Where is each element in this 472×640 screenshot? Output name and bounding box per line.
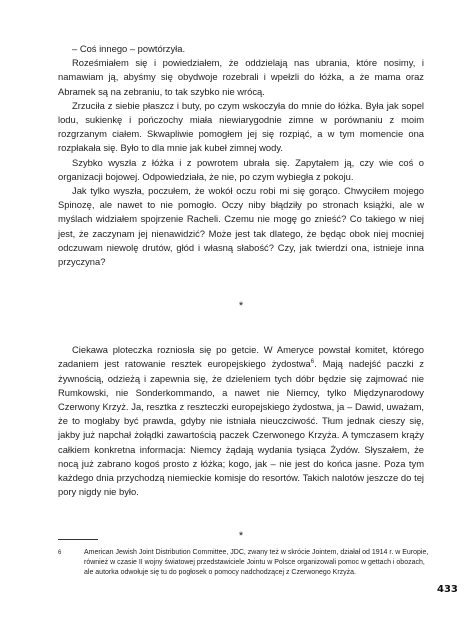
paragraph-6	[58, 343, 424, 499]
paragraph-6-text-a: Ciekawa ploteczka rozniosła się po getcie. W Ameryce powstał komitet, którego zadaniem jest ratowanie resztek europejskiego żydostwa	[58, 344, 424, 370]
footnote-mark: 6	[58, 550, 62, 556]
footnote	[58, 548, 430, 579]
paragraph-1: – Coś innego – powtórzyła.	[72, 43, 186, 54]
paragraph-3: Zrzuciła z siebie płaszcz i buty, po czym wskoczyła do mnie do łóżka. Była jak sopel lodu, sukienkę i pończochy miała niewiarygodnie zimne w porównaniu z moim rozgrzanym ciałem. Skwapliwie pomogłem jej się rozpiąć, a w tym momencie ona rozpłakała się. Było to dla mnie jak kubeł zimnej wody.	[58, 99, 424, 154]
page-number: 433	[437, 584, 458, 595]
main-text	[58, 42, 424, 573]
footnote-reference: 6	[310, 359, 315, 366]
paragraph-5: Jak tylko wyszła, poczułem, że wokół oczu robi mi się gorąco. Chwyciłem mojego Spinozę, ale nawet to nie pomogło. Oczy niby błądziły po stronach książki, ale w myślach widziałem spojrzenie Racheli. Czemu nie mogę go znieść? Co takiego w niej jest, że zaczynam jej nienawidzić? Może jest tak dlatego, że będąc obok niej mocniej odczuwam niewolę drutów, głód i własną słabość? Czy, jak twierdzi ona, istnieje inna przyczyna?	[58, 185, 424, 268]
section-separator-2: *	[238, 530, 244, 543]
paragraph-2: Roześmiałem się i powiedziałem, że oddzielają nas ubrania, które nosimy, i namawiam ją, abyśmy się obydwoje rozebrali i wpełzli do łóżka, a że mama oraz Abramek są na zebraniu, to tak szybko nie wrócą.	[58, 57, 424, 97]
section-separator-1: *	[238, 300, 244, 313]
paragraph-4: Szybko wyszła z łóżka i z powrotem ubrała się. Zapytałem ją, czy wie coś o organizacji bojowej. Odpowiedziała, że nie, po czym wybiegła z pokoju.	[58, 156, 424, 182]
footnote-text: American Jewish Joint Distribution Committee, JDC, zwany też w skrócie Jointem, działał od 1914 r. w Europie, również w czasie II wojny światowej przedstawiciele Jointu w Polsce organizowali pomoc w gettach i obozach, ale autorka odwołuje się tu do pogłosek o pomocy nadchodzącej z Czerwonego Krzyża.	[84, 549, 429, 577]
paragraph-6-text-b: . Mają nadejść paczki z żywnością, odzieżą i zapewnia się, że dzieleniem tych dóbr będzie się zajmować nie Rumkowski, nie Sonderkommando, a nawet nie Niemcy, tylko Międzynarodowy Czerwony Krzyż. Ja, resztka z reszteczki europejskiego żydostwa, ja – Dawid, uważam, że to mogłaby być prawda, gdyby nie istniała nieuczciwość. Tłum jednak cieszy się, jakby już napchał żołądki zawartością paczek Czerwonego Krzyża. A tymczasem krąży całkiem konkretna informacja: Niemcy żądają wydania tysiąca Żydów. Słyszałem, że nocą już zabrano kogoś prosto z łóżka; kogo, jak – nie jest do końca jasne. Poza tym każdego dnia przychodzą niemieckie komisje do resortów. Takich nalotów jeszcze do tej pory nigdy nie było.	[58, 358, 424, 498]
footnote-divider	[58, 539, 98, 540]
